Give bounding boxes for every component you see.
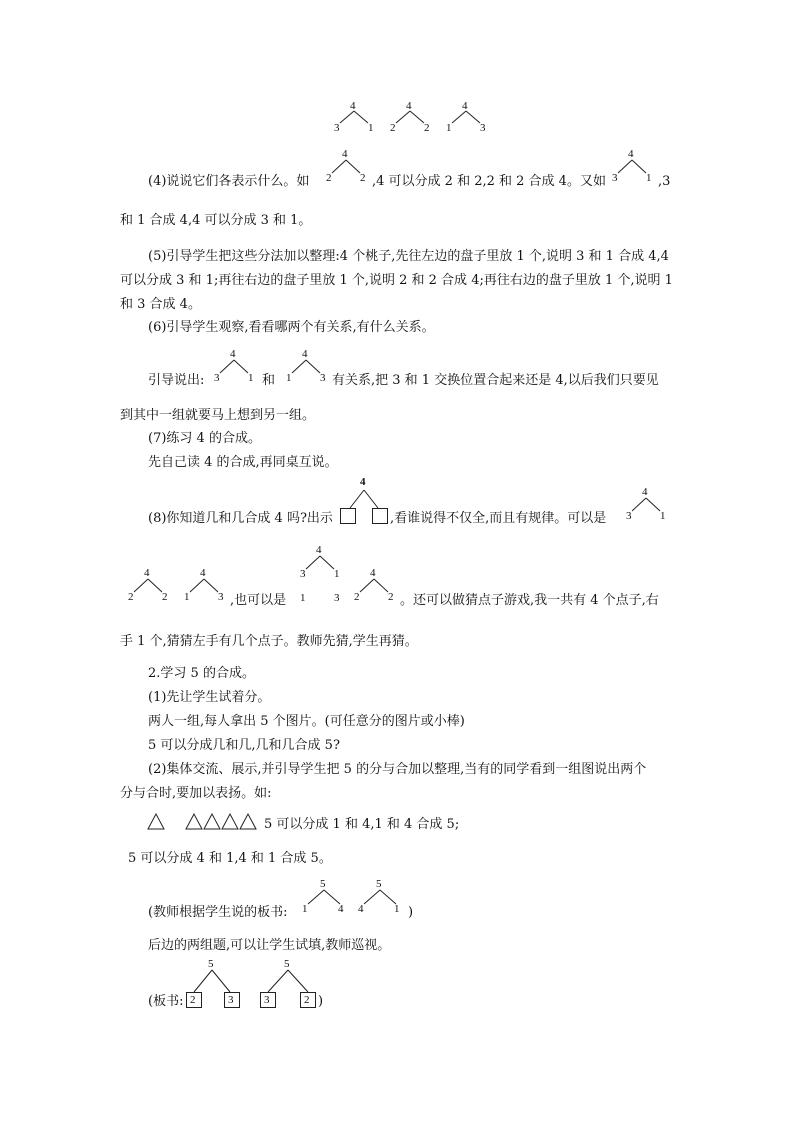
section-2-text: 两人一组,每人拿出 5 个图片。(可任意分的图片或小棒) <box>148 714 465 729</box>
answer-box <box>260 992 276 1008</box>
triangle-shapes <box>146 812 258 832</box>
paragraph-6-text: (6)引导学生观察,看看哪两个有关系,有什么关系。 <box>148 320 435 335</box>
section-2-text: (2)集体交流、展示,并引导学生把 5 的分与合加以整理,当有的同学看到一组图说出两个 <box>148 762 647 777</box>
bond-right-part: 1 <box>394 903 400 915</box>
bond-whole: 4 <box>406 100 412 112</box>
bond-whole: 4 <box>316 544 322 556</box>
bond-right-part: 2 <box>162 591 168 603</box>
bond-left-part: 3 <box>626 510 632 522</box>
paragraph-4-text: (4)说说它们各表示什么。如 <box>148 174 310 189</box>
paragraph-8-text: (8)你知道几和几合成 4 吗?出示 <box>148 511 333 526</box>
answer-box <box>186 992 202 1008</box>
bond-right-part: 3 <box>228 994 234 1006</box>
bond-left-part: 1 <box>286 372 292 384</box>
bond-right-part: 3 <box>334 592 340 604</box>
paragraph-6-text: 和 <box>262 373 276 388</box>
number-bond <box>388 100 432 134</box>
bond-whole: 4 <box>462 100 468 112</box>
bond-right-part: 3 <box>218 591 224 603</box>
paragraph-5-text: 和 3 合成 4。 <box>120 297 201 312</box>
bond-whole: 4 <box>342 148 348 160</box>
bond-right-part: 1 <box>646 172 652 184</box>
bond-whole: 4 <box>370 567 376 579</box>
blank-number-bond <box>338 476 390 524</box>
bond-left-part: 1 <box>302 903 308 915</box>
section-2-text: 5 可以分成 1 和 4,1 和 4 合成 5; <box>264 817 460 832</box>
number-bond <box>210 348 258 384</box>
bond-left-part: 2 <box>326 172 332 184</box>
bond-whole: 4 <box>642 486 648 498</box>
bond-right-part: 1 <box>248 372 254 384</box>
paragraph-5-text: (5)引导学生把这些分法加以整理:4 个桃子,先往左边的盘子里放 1 个,说明 3 和 1 合成 4,4 <box>148 249 669 264</box>
bond-right-part: 1 <box>368 122 374 134</box>
bond-left-part: 3 <box>300 568 306 580</box>
bond-whole: 4 <box>350 100 356 112</box>
bond-left-part: 1 <box>300 592 306 604</box>
bond-left-part: 1 <box>446 122 452 134</box>
section-2-text: (教师根据学生说的板书: <box>148 905 288 920</box>
bond-left-part: 3 <box>264 994 270 1006</box>
bond-left-part: 2 <box>354 591 360 603</box>
number-bond <box>350 567 398 603</box>
section-2-text: ) <box>408 905 414 920</box>
blank-box <box>372 508 388 524</box>
bond-left-part: 1 <box>184 591 190 603</box>
bond-right-part: 2 <box>388 591 394 603</box>
bond-right-part: 4 <box>338 903 344 915</box>
number-bond <box>332 100 376 134</box>
bond-whole: 5 <box>208 958 214 970</box>
bond-right-part: 1 <box>660 510 666 522</box>
bond-whole: 4 <box>302 348 308 360</box>
bond-whole: 5 <box>376 878 382 890</box>
paragraph-8-text: ,也可以是 <box>230 593 287 608</box>
bond-right-part: 2 <box>424 122 430 134</box>
boxed-number-bond <box>184 958 240 1008</box>
bond-right-part: 1 <box>334 568 340 580</box>
number-bond <box>180 567 228 603</box>
section-2-heading: 2.学习 5 的合成。 <box>148 666 255 681</box>
section-2-text: 5 可以分成几和几,几和几合成 5? <box>148 738 340 753</box>
bond-whole: 4 <box>360 476 366 488</box>
section-2-text: 5 可以分成 4 和 1,4 和 1 合成 5。 <box>128 851 332 866</box>
bond-whole: 5 <box>320 878 326 890</box>
paragraph-8-text: 手 1 个,猜猜左手有几个点子。教师先猜,学生再猜。 <box>120 634 418 649</box>
paragraph-4-text: 和 1 合成 4,4 可以分成 3 和 1。 <box>120 213 312 228</box>
bond-left-part: 2 <box>190 994 196 1006</box>
number-bond <box>124 567 172 603</box>
paragraph-8-text: 。还可以做猜点子游戏,我一共有 4 个点子,右 <box>400 593 659 608</box>
number-bond <box>622 486 670 522</box>
bond-right-part: 2 <box>360 172 366 184</box>
number-bond <box>354 878 406 916</box>
bond-left-part: 2 <box>128 591 134 603</box>
paragraph-6-text: 有关系,把 3 和 1 交换位置合起来还是 4,以后我们只要见 <box>332 373 659 388</box>
paragraph-5-text: 可以分成 3 和 1;再往右边的盘子里放 1 个,说明 2 和 2 合成 4;再往右边的盘子里放 1 个,说明 1 <box>120 273 673 288</box>
bond-left-part: 3 <box>334 122 340 134</box>
bond-whole: 4 <box>144 567 150 579</box>
bond-left-part: 3 <box>214 372 220 384</box>
number-bond <box>608 148 656 184</box>
boxed-number-bond <box>258 958 318 1008</box>
paragraph-4-text: ,3 <box>658 174 671 189</box>
bond-whole: 4 <box>230 348 236 360</box>
bond-whole: 5 <box>284 958 290 970</box>
section-2-text: (板书: <box>148 994 184 1009</box>
section-2-text: 分与合时,要加以表扬。如: <box>120 786 272 801</box>
answer-box <box>224 992 240 1008</box>
number-bond <box>322 148 370 184</box>
paragraph-4-text: ,4 可以分成 2 和 2,2 和 2 合成 4。又如 <box>372 174 606 189</box>
bond-whole: 4 <box>200 567 206 579</box>
bond-left-part: 2 <box>390 122 396 134</box>
bond-right-part: 2 <box>304 994 310 1006</box>
paragraph-6-text: 到其中一组就要马上想到另一组。 <box>120 408 316 423</box>
bond-left-part: 3 <box>612 172 618 184</box>
paragraph-8-text: ,看谁说得不仅全,而且有规律。可以是 <box>390 511 607 526</box>
paragraph-7-text: 先自己读 4 的合成,再同桌互说。 <box>148 455 338 470</box>
paragraph-6-text: 引导说出: <box>148 373 205 388</box>
blank-box <box>340 508 356 524</box>
number-bond <box>298 878 350 916</box>
answer-box <box>300 992 316 1008</box>
section-2-text: 后边的两组题,可以让学生试填,教师巡视。 <box>148 938 391 953</box>
section-2-text: ) <box>318 994 324 1009</box>
paragraph-7-text: (7)练习 4 的合成。 <box>148 431 261 446</box>
number-bond <box>296 544 344 580</box>
number-bond <box>296 580 344 604</box>
bond-right-part: 3 <box>320 372 326 384</box>
number-bond <box>444 100 488 134</box>
bond-right-part: 3 <box>480 122 486 134</box>
number-bond <box>282 348 330 384</box>
bond-left-part: 4 <box>358 903 364 915</box>
section-2-text: (1)先让学生试着分。 <box>148 690 271 705</box>
bond-whole: 4 <box>628 148 634 160</box>
